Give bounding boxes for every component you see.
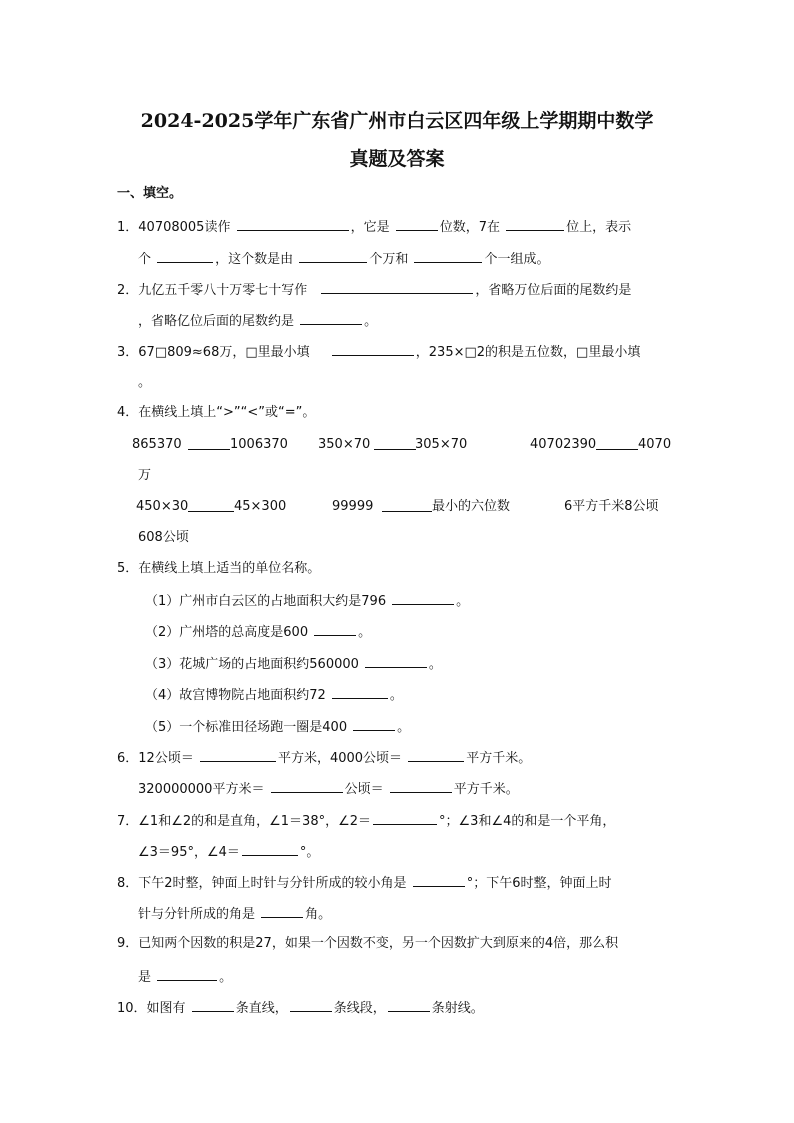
item-end: 。 [358,625,372,640]
q3-text: ，235×□2的积是五位数，□里最小填 [415,345,641,360]
question-10 [117,998,484,1016]
q8-text: 角。 [305,907,332,922]
q1-text: 位数，7在 [439,220,501,235]
answer-blank[interactable] [408,748,464,762]
compare-left: 865370 [132,437,182,452]
answer-blank[interactable] [200,748,276,762]
question-2-line2 [138,311,377,329]
q7-text: 7．∠1和∠2的和是直角，∠1＝38°，∠2＝ [117,814,372,829]
question-4-row2 [136,498,696,516]
answer-blank[interactable] [332,685,388,699]
item-text: （2）广州塔的总高度是600 [145,625,309,640]
q7-text: °；∠3和∠4的和是一个平角， [439,814,616,829]
answer-blank[interactable] [373,811,437,825]
document-title-line2: 真题及答案 [349,148,445,170]
compare-right-cont: 万 [138,468,152,483]
answer-blank[interactable] [374,436,416,450]
question-8-line1 [117,873,611,891]
question-2-line1 [117,280,631,298]
q6-text: 6．12公顷＝ [117,751,194,766]
q6-text: 平方米，4000公顷＝ [277,751,403,766]
item-text: （3）花城广场的占地面积约560000 [145,657,359,672]
question-3-line1 [117,342,640,360]
item-end: 。 [456,594,470,609]
compare-right: 最小的六位数 [432,499,511,514]
q1-text: ，这个数是由 [215,252,294,267]
q7-text: ∠3＝95°，∠4＝ [138,845,240,860]
answer-blank[interactable] [392,591,454,605]
q10-text: 条线段， [333,1001,386,1016]
answer-blank[interactable] [413,873,465,887]
compare-right-cont: 608公顷 [138,530,189,545]
answer-blank[interactable] [388,998,430,1012]
q3-text: 3．67□809≈68万，□里最小填 [117,345,310,360]
q10-text: 条直线， [235,1001,288,1016]
q2-text: ，省略亿位后面的尾数约是 [138,314,295,329]
answer-blank[interactable] [596,436,638,450]
compare-right: 1006370 [230,437,288,452]
item-text: （4）故宫博物院占地面积约72 [145,688,326,703]
q2-text: 2．九亿五千零八十万零七十写作 [117,283,308,298]
q2-text: ，省略万位后面的尾数约是 [475,283,632,298]
answer-blank[interactable] [290,998,332,1012]
answer-blank[interactable] [157,249,213,263]
document-title-line1: 2024-2025学年广东省广州市白云区四年级上学期期中数学 [140,110,654,132]
answer-blank[interactable] [300,311,362,325]
q6-text: 平方千米。 [453,782,519,797]
section-heading: 一、填空。 [117,186,183,201]
question-1-line2 [138,249,549,267]
q6-text: 平方千米。 [466,751,532,766]
answer-blank[interactable] [314,622,356,636]
question-5-item [145,591,469,609]
answer-blank[interactable] [382,498,432,512]
q6-text: 公顷＝ [344,782,384,797]
q10-text: 10．如图有 [117,1001,186,1016]
answer-blank[interactable] [365,654,427,668]
q8-text: 针与分针所成的角是 [138,907,256,922]
item-end: 。 [397,720,411,735]
q1-text: 个一组成。 [484,252,550,267]
answer-blank[interactable] [192,998,234,1012]
q6-text: 320000000平方米＝ [138,782,265,797]
question-6-line2 [138,779,519,797]
answer-blank[interactable] [390,779,452,793]
q7-text: °。 [299,845,320,860]
question-9-line2 [138,967,232,985]
compare-left: 350×70 [318,437,371,452]
answer-blank[interactable] [242,842,298,856]
answer-blank[interactable] [396,217,438,231]
compare-right: 45×300 [234,499,287,514]
answer-blank[interactable] [261,904,303,918]
compare-left: 99999 [332,499,374,514]
question-5-item [145,622,371,640]
answer-blank[interactable] [188,436,230,450]
answer-blank[interactable] [332,342,414,356]
q1-text: 位上，表示 [566,220,632,235]
compare-right: 305×70 [415,437,468,452]
q1-text: 个 [138,252,152,267]
question-7-line2 [138,842,319,860]
q8-text: 8．下午2时整，钟面上时针与分针所成的较小角是 [117,876,407,891]
q1-text: 1．40708005读作 [117,220,231,235]
question-9-line1: 9．已知两个因数的积是27，如果一个因数不变，另一个因数扩大到原来的4倍，那么积 [117,936,619,951]
q9-text: 是 [138,970,152,985]
compare-left: 450×30 [136,499,189,514]
question-5-item [145,685,403,703]
question-1-line1 [117,217,631,235]
answer-blank[interactable] [321,280,473,294]
question-7-line1 [117,811,615,829]
q1-text: 个万和 [369,252,409,267]
answer-blank[interactable] [188,498,234,512]
q10-text: 条射线。 [431,1001,484,1016]
answer-blank[interactable] [157,967,217,981]
item-text: （1）广州市白云区的占地面积大约是796 [145,594,387,609]
q2-text: 。 [364,314,378,329]
compare-left: 40702390 [530,437,597,452]
item-end: 。 [428,657,442,672]
question-6-line1 [117,748,531,766]
answer-blank[interactable] [353,717,395,731]
question-5-prompt: 5．在横线上填上适当的单位名称。 [117,561,321,576]
q8-text: °；下午6时整，钟面上时 [466,876,612,891]
question-8-line2 [138,904,331,922]
question-5-item [145,717,410,735]
question-4-prompt: 4．在横线上填上“>”“<”或“=”。 [117,405,316,420]
item-end: 。 [389,688,403,703]
answer-blank[interactable] [299,249,367,263]
q1-text: ，它是 [350,220,390,235]
answer-blank[interactable] [237,217,349,231]
compare-right: 4070 [638,437,672,452]
answer-blank[interactable] [271,779,343,793]
question-4-row1 [132,436,692,454]
q9-text: 。 [219,970,233,985]
answer-blank[interactable] [506,217,564,231]
q3-text: 。 [138,375,152,390]
compare-left: 6平方千米8公顷 [564,499,659,514]
answer-blank[interactable] [414,249,482,263]
question-5-item [145,654,442,672]
item-text: （5）一个标准田径场跑一圈是400 [145,720,348,735]
